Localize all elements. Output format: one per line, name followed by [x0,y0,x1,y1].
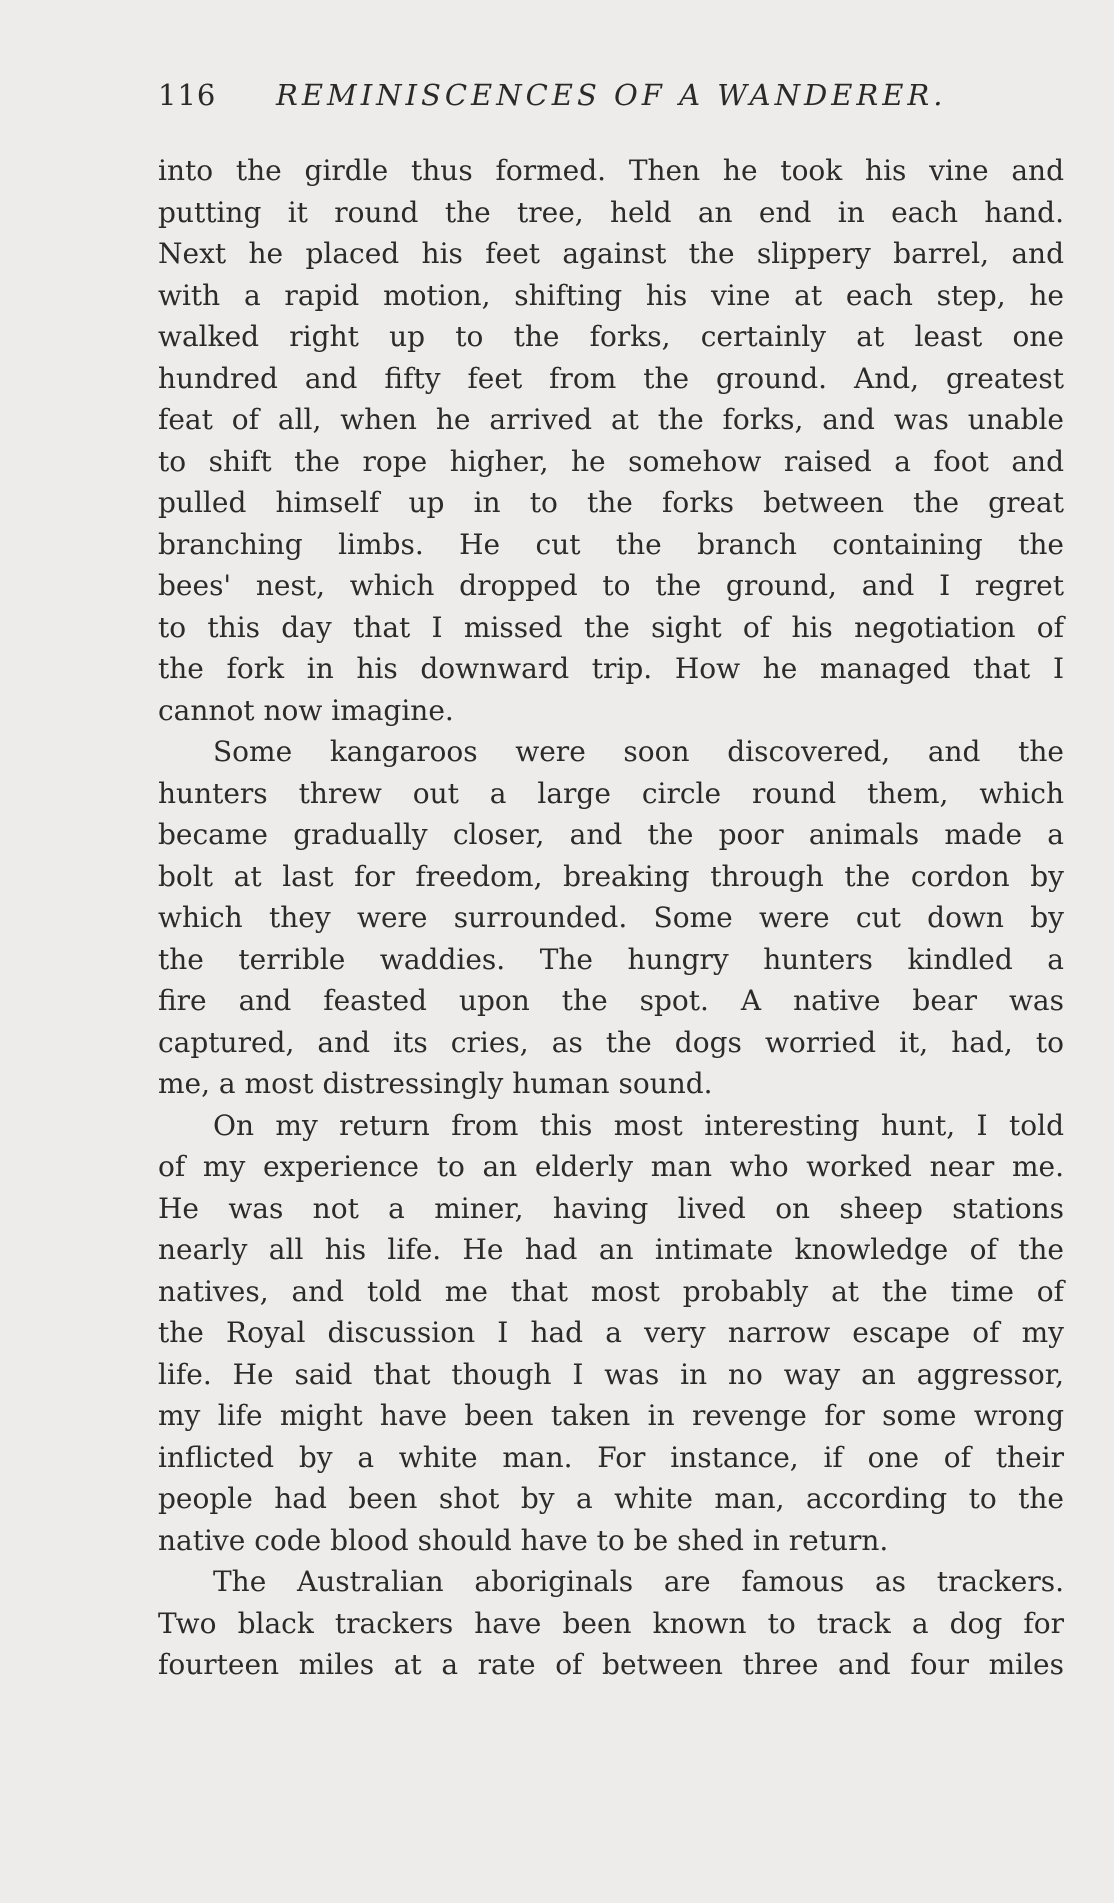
text-line: bolt at last for freedom, breaking through the cordon by [158,859,1064,893]
text-line: life. He said that though I was in no way an aggressor, [158,1357,1064,1391]
body-text [158,150,1064,1686]
text-line: On my return from this most interesting hunt, I told [213,1108,1064,1142]
text-line: native code blood should have to be shed in return. [158,1523,889,1557]
text-line: fourteen miles at a rate of between three and four miles [158,1648,1064,1681]
text-line: bees' nest, which dropped to the ground, and I regret [158,569,1064,602]
text-line: to shift the rope higher, he somehow raised a foot and [158,444,1064,478]
text-line: with a rapid motion, shifting his vine at each step, he [158,278,1064,312]
text-line: The Australian aboriginals are famous as trackers. [213,1565,1064,1598]
paragraph [158,1105,1064,1562]
text-line: hundred and fifty feet from the ground. And, greatest [158,361,1064,395]
text-line: the terrible waddies. The hungry hunters kindled a [158,942,1064,976]
text-line: Next he placed his feet against the slippery barrel, and [158,237,1064,270]
text-line: captured, and its cries, as the dogs worried it, had, to [158,1025,1064,1059]
text-line: fire and feasted upon the spot. A native bear was [158,984,1064,1017]
text-line: Two black trackers have been known to track a dog for [158,1606,1064,1640]
text-line: natives, and told me that most probably at the time of [158,1274,1064,1308]
text-line: became gradually closer, and the poor animals made a [158,818,1064,851]
text-line: to this day that I missed the sight of his negotiation of [158,610,1064,644]
text-line: feat of all, when he arrived at the forks, and was unable [158,403,1064,436]
text-line: cannot now imagine. [158,693,454,727]
paragraph [158,1561,1064,1686]
text-line: my life might have been taken in revenge for some wrong [158,1399,1064,1432]
text-line: people had been shot by a white man, according to the [158,1482,1064,1515]
text-line: nearly all his life. He had an intimate knowledge of the [158,1233,1064,1266]
text-line: inflicted by a white man. For instance, if one of their [158,1440,1064,1474]
text-line: which they were surrounded. Some were cut down by [158,901,1064,934]
text-line: putting it round the tree, held an end in each hand. [158,195,1064,229]
text-line: walked right up to the forks, certainly at least one [158,320,1064,353]
paragraph [158,731,1064,1105]
text-line: He was not a miner, having lived on sheep stations [158,1191,1064,1225]
text-line: branching limbs. He cut the branch containing the [158,527,1064,561]
page-number: 116 [158,78,217,112]
text-line: Some kangaroos were soon discovered, and the [213,735,1064,768]
paragraph [158,150,1064,731]
page-header [158,78,1064,128]
text-line: into the girdle thus formed. Then he took his vine and [158,154,1064,187]
text-line: hunters threw out a large circle round them, which [158,776,1064,810]
text-line: of my experience to an elderly man who worked near me. [158,1150,1064,1183]
text-line: me, a most distressingly human sound. [158,1067,713,1100]
text-line: pulled himself up in to the forks between the great [158,486,1064,519]
text-line: the fork in his downward trip. How he managed that I [158,652,1064,685]
text-line: the Royal discussion I had a very narrow escape of my [158,1316,1064,1349]
running-head: REMINISCENCES OF A WANDERER. [276,78,947,112]
